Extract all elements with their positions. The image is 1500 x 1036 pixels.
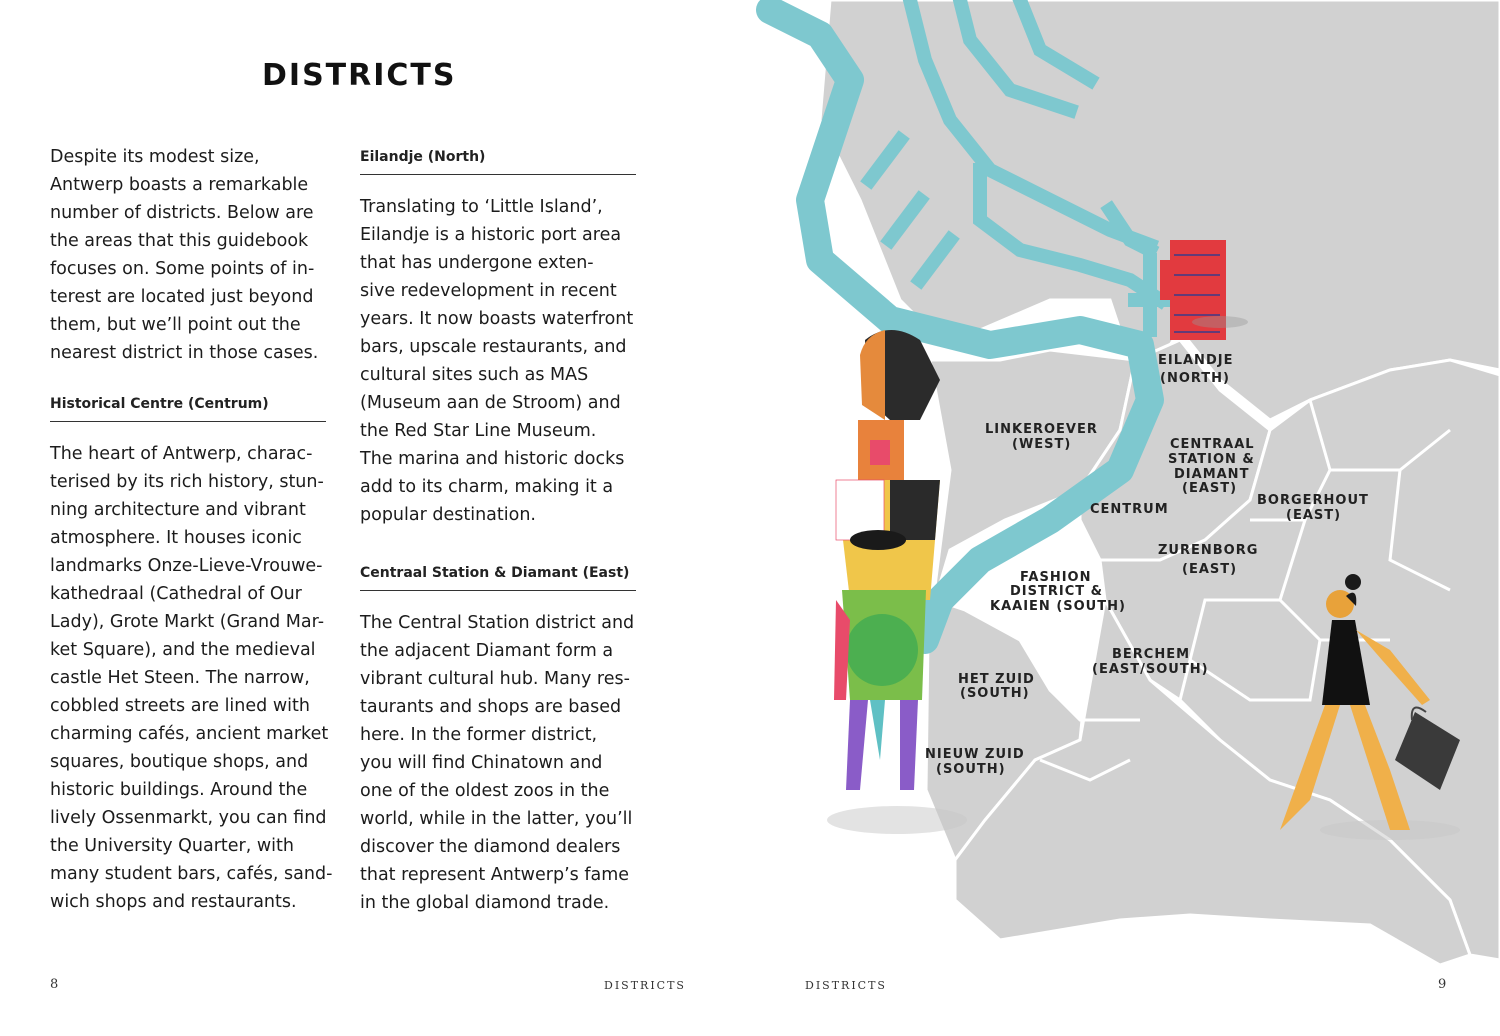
text-line: Translating to ‘Little Island’, <box>360 197 603 217</box>
eilandje-paragraph <box>360 193 650 529</box>
text-line: (Museum aan de Stroom) and <box>360 393 621 413</box>
text-line: cultural sites such as MAS <box>360 365 589 385</box>
page-title: DISTRICTS <box>262 58 457 93</box>
text-line: The marina and historic docks <box>360 449 625 469</box>
text-line: years. It now boasts waterfront <box>360 309 634 329</box>
text-line: landmarks Onze-Lieve-Vrouwe- <box>50 556 323 576</box>
text-line: number of districts. Below are <box>50 203 314 223</box>
historical-centre-paragraph <box>50 440 340 916</box>
text-line: nearest district in those cases. <box>50 343 319 363</box>
centraal-heading: Centraal Station & Diamant (East) <box>360 565 636 591</box>
district-map <box>750 0 1500 1036</box>
text-line: Lady), Grote Markt (Grand Mar- <box>50 612 325 632</box>
text-line: bars, upscale restaurants, and <box>360 337 627 357</box>
text-line: ning architecture and vibrant <box>50 500 306 520</box>
text-line: popular destination. <box>360 505 536 525</box>
text-line: Despite its modest size, <box>50 147 260 167</box>
left-column <box>50 143 340 916</box>
label-centraal: CENTRAAL STATION & DIAMANT (EAST) <box>1168 437 1255 496</box>
page-number-right: 9 <box>1438 977 1447 992</box>
text-line: ket Square), and the medieval <box>50 640 316 660</box>
text-line: wich shops and restaurants. <box>50 892 297 912</box>
label-linkeroever: LINKEROEVER (WEST) <box>985 422 1098 452</box>
text-line: sive redevelopment in recent <box>360 281 617 301</box>
text-line: kathedraal (Cathedral of Our <box>50 584 302 604</box>
centraal-paragraph <box>360 609 650 917</box>
text-line: world, while in the latter, you’ll <box>360 809 633 829</box>
text-line: that represent Antwerp’s fame <box>360 865 630 885</box>
label-fashion: FASHION DISTRICT & KAAIEN (SOUTH) <box>990 570 1126 614</box>
label-het-zuid: HET ZUID (SOUTH) <box>958 672 1035 701</box>
text-line: charming cafés, ancient market <box>50 724 329 744</box>
text-line: the areas that this guidebook <box>50 231 309 251</box>
label-eilandje: EILANDJE (NORTH) <box>1158 353 1234 386</box>
historical-centre-heading: Historical Centre (Centrum) <box>50 396 326 422</box>
text-line: the University Quarter, with <box>50 836 294 856</box>
middle-column <box>360 143 650 917</box>
map-svg <box>750 0 1500 1036</box>
label-centrum: CENTRUM <box>1090 502 1169 517</box>
label-borgerhout: BORGERHOUT (EAST) <box>1257 493 1369 523</box>
label-zurenborg: ZURENBORG (EAST) <box>1158 543 1259 577</box>
text-line: The heart of Antwerp, charac- <box>50 444 313 464</box>
text-line: in the global diamond trade. <box>360 893 610 913</box>
text-line: squares, boutique shops, and <box>50 752 309 772</box>
text-line: The Central Station district and <box>360 613 635 633</box>
intro-paragraph <box>50 143 340 367</box>
text-line: historic buildings. Around the <box>50 780 308 800</box>
text-line: lively Ossenmarkt, you can find <box>50 808 327 828</box>
text-line: them, but we’ll point out the <box>50 315 301 335</box>
text-line: terised by its rich history, stun- <box>50 472 324 492</box>
text-line: the Red Star Line Museum. <box>360 421 597 441</box>
text-line: Eilandje is a historic port area <box>360 225 622 245</box>
text-line: that has undergone exten- <box>360 253 594 273</box>
label-berchem: BERCHEM (EAST/SOUTH) <box>1092 647 1209 677</box>
text-line: atmosphere. It houses iconic <box>50 528 302 548</box>
text-line: taurants and shops are based <box>360 697 622 717</box>
running-head-left: DISTRICTS <box>604 979 686 992</box>
text-line: the adjacent Diamant form a <box>360 641 614 661</box>
text-line: focuses on. Some points of in- <box>50 259 315 279</box>
text-line: one of the oldest zoos in the <box>360 781 610 801</box>
eilandje-heading: Eilandje (North) <box>360 149 636 175</box>
label-nieuw-zuid: NIEUW ZUID (SOUTH) <box>925 747 1025 777</box>
page-number-left: 8 <box>50 977 59 992</box>
text-line: here. In the former district, <box>360 725 598 745</box>
text-line: vibrant cultural hub. Many res- <box>360 669 630 689</box>
running-head-right: DISTRICTS <box>805 979 887 992</box>
text-line: discover the diamond dealers <box>360 837 621 857</box>
text-line: add to its charm, making it a <box>360 477 614 497</box>
text-line: Antwerp boasts a remarkable <box>50 175 309 195</box>
text-line: castle Het Steen. The narrow, <box>50 668 310 688</box>
text-line: you will find Chinatown and <box>360 753 603 773</box>
text-line: terest are located just beyond <box>50 287 314 307</box>
text-line: many student bars, cafés, sand- <box>50 864 333 884</box>
text-line: cobbled streets are lined with <box>50 696 310 716</box>
